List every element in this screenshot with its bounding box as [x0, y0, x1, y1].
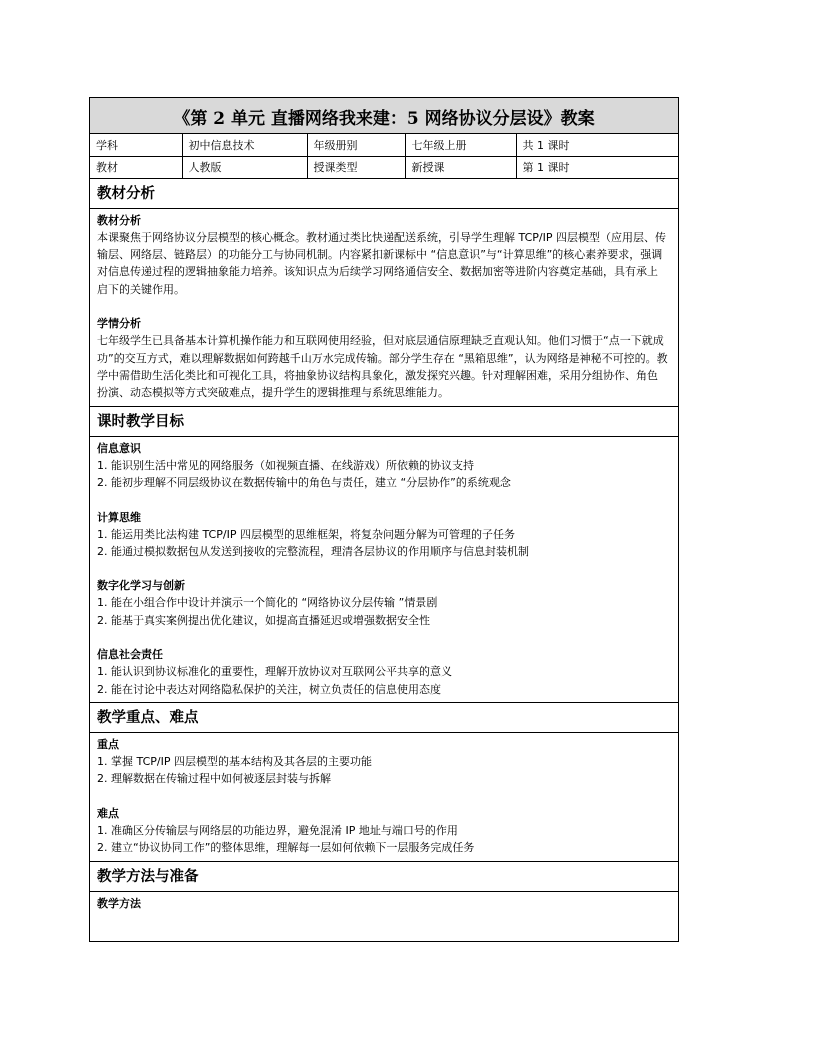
goal-item: 1. 能运用类比法构建 TCP/IP 四层模型的思维框架，将复杂问题分解为可管理的子任务 — [97, 527, 515, 541]
goal-item: 2. 能在讨论中表达对网络隐私保护的关注，树立负责任的信息使用态度 — [97, 682, 441, 696]
section-heading-goals: 课时教学目标 — [90, 407, 678, 437]
section-heading-methods: 教学方法与准备 — [90, 862, 678, 892]
goal-item: 1. 能认识到协议标准化的重要性，理解开放协议对互联网公平共享的意义 — [97, 665, 452, 679]
goal-item: 2. 能初步理解不同层级协议在数据传输中的角色与责任，建立 “分层协作”的系统观念 — [97, 476, 511, 490]
info-cell-grade-label: 年级册别 — [307, 134, 405, 156]
goal-group-title: 信息意识 — [97, 441, 141, 455]
info-table — [90, 134, 678, 179]
section-body-goals — [90, 437, 678, 703]
info-cell-subject-value: 初中信息技术 — [182, 134, 307, 156]
document-title: 《第 2 单元 直播网络我来建：5 网络协议分层设》教案 — [90, 98, 678, 134]
info-cell-current-hour: 第 1 课时 — [516, 156, 678, 178]
info-cell-textbook-value: 人教版 — [182, 156, 307, 178]
info-cell-type-label: 授课类型 — [307, 156, 405, 178]
goal-item: 2. 能基于真实案例提出优化建议，如提高直播延迟或增强数据安全性 — [97, 613, 430, 627]
goal-group-title: 计算思维 — [97, 510, 141, 524]
info-row — [90, 134, 678, 156]
subheading-methods: 教学方法 — [97, 896, 141, 910]
keypoint-item: 1. 掌握 TCP/IP 四层模型的基本结构及其各层的主要功能 — [97, 755, 372, 768]
difficulty-group-title: 难点 — [97, 806, 119, 820]
paragraph-textbook: 本课聚焦于网络协议分层模型的核心概念。教材通过类比快递配送系统，引导学生理解 TCP/IP 四层模型（应用层、传输层、网络层、链路层）的功能分工与协同机制。内容紧扣新课标中 “信息意识”与“计算思维”的核心素养要求，强调对信息传递过程的逻辑抽象能力培养。该知识点为后续学习网络通信安全、数据加密等进阶内容奠定基础，具有承上启下的关键作用。 — [97, 230, 666, 296]
paragraph-learner: 七年级学生已具备基本计算机操作能力和互联网使用经验，但对底层通信原理缺乏直观认知。他们习惯于“点一下就成功”的交互方式，难以理解数据如何跨越千山万水完成传输。部分学生存在 “黑箱思维”，认为网络是神秘不可控的。教学中需借助生活化类比和可视化工具，将抽象协议结构具象化，激发探究兴趣。针对理解困难，采用分组协作、角色扮演、动态模拟等方式突破难点，提升学生的逻辑推理与系统思维能力。 — [97, 334, 668, 400]
subheading-learner: 学情分析 — [97, 317, 141, 331]
keypoint-group-title: 重点 — [97, 738, 119, 751]
info-cell-type-value: 新授课 — [405, 156, 516, 178]
difficulty-item: 1. 准确区分传输层与网络层的功能边界，避免混淆 IP 地址与端口号的作用 — [97, 823, 458, 837]
section-body-methods — [90, 892, 678, 916]
info-cell-grade-value: 七年级上册 — [405, 134, 516, 156]
goal-group-title: 数字化学习与创新 — [97, 579, 185, 593]
section-body-keypoints — [90, 733, 678, 862]
goal-item: 2. 能通过模拟数据包从发送到接收的完整流程，理清各层协议的作用顺序与信息封装机制 — [97, 544, 529, 558]
info-cell-subject-label: 学科 — [90, 134, 182, 156]
info-row — [90, 156, 678, 178]
goal-item: 1. 能识别生活中常见的网络服务（如视频直播、在线游戏）所依赖的协议支持 — [97, 458, 474, 472]
info-cell-textbook-label: 教材 — [90, 156, 182, 178]
section-heading-analysis: 教材分析 — [90, 179, 678, 209]
section-body-analysis — [90, 209, 678, 407]
info-cell-total-hours: 共 1 课时 — [516, 134, 678, 156]
keypoint-item: 2. 理解数据在传输过程中如何被逐层封装与拆解 — [97, 772, 331, 786]
section-heading-keypoints: 教学重点、难点 — [90, 703, 678, 733]
subheading-textbook: 教材分析 — [97, 213, 141, 227]
goal-item: 1. 能在小组合作中设计并演示一个简化的 “网络协议分层传输 ”情景剧 — [97, 596, 438, 610]
goal-group-title: 信息社会责任 — [97, 648, 163, 662]
lesson-plan-document — [89, 97, 679, 942]
difficulty-item: 2. 建立“协议协同工作”的整体思维，理解每一层如何依赖下一层服务完成任务 — [97, 841, 475, 855]
